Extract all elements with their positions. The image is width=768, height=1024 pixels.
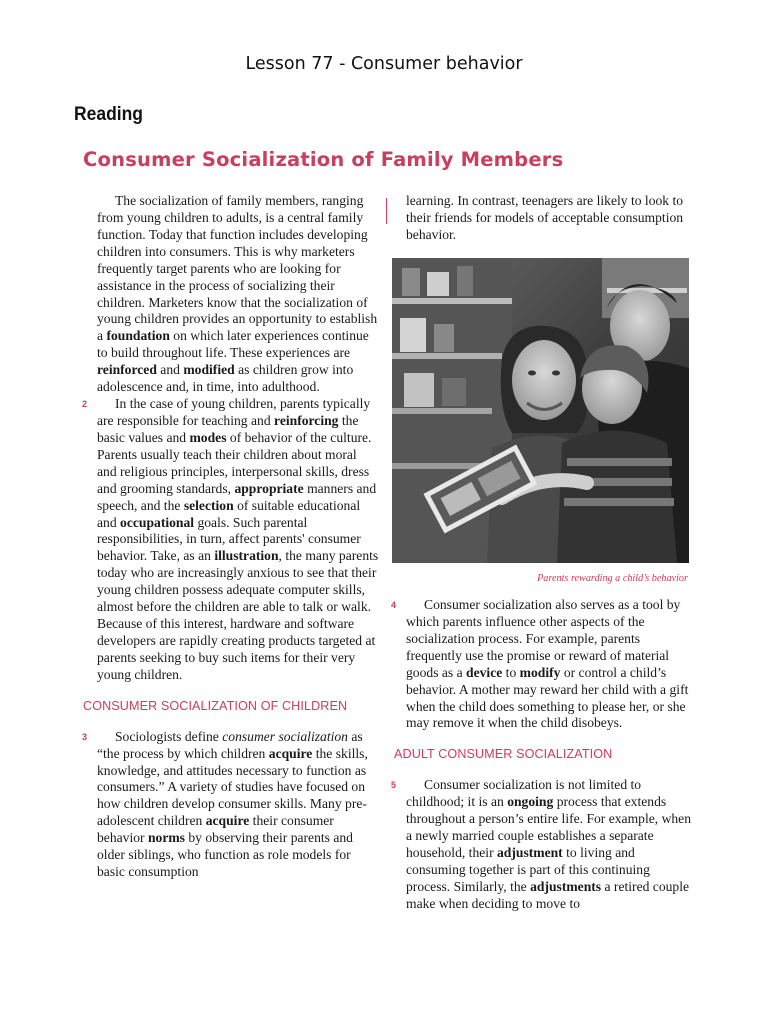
text-run: manners and speech, and the (97, 480, 377, 513)
text-run: Sociologists define (115, 728, 223, 744)
text-run: learning. In contrast, teenagers are likely to look to their friends for models of acceptable consumption behavior. (406, 193, 684, 242)
vocab-term: adjustments (530, 878, 602, 894)
text-run: as children grow into adolescence and, in time, into adulthood. (97, 362, 354, 395)
vocab-term: adjustment (497, 844, 563, 860)
family-shopping-photo (392, 258, 689, 563)
paragraph-4 (391, 597, 692, 732)
paragraph-number: 2 (82, 399, 88, 410)
text-run: and (156, 362, 184, 378)
paragraph-3-text (97, 729, 368, 879)
vocab-term: occupational (120, 514, 195, 530)
text-run: on which later experiences continue to build throughout life. These experiences are (97, 328, 369, 361)
vocab-term: acquire (268, 745, 313, 761)
vocab-term: ongoing (507, 794, 554, 810)
column-divider (386, 198, 387, 224)
photo-caption: Parents rewarding a child’s behavior (537, 573, 688, 584)
text-run: or control a child’s behavior. A mother may reward her child with a gift when the child does something to please her, or she may remove it when the child disobeys. (406, 664, 689, 731)
paragraph-number: 5 (391, 780, 397, 791)
text-run: , the many parents today who are increasingly anxious to see that their young children possess adequate computer skills, almost before the children are able to talk or walk. Because of this interest, hardware and software developers are rapidly creating products targeted at parents seeking to buy such items for their very young children. (97, 548, 379, 682)
text-run: of behavior of the culture. Parents usually teach their children about moral and religious principles, interpersonal skills, dress and grooming standards, (97, 429, 372, 496)
paragraph-1 (97, 193, 379, 396)
left-column (82, 193, 379, 881)
text-run: goals. Such parental responsibilities, in turn, affect parents' consumer behavior. Take, as an (97, 514, 361, 564)
vocab-term: illustration (214, 548, 279, 564)
text-run: as “the process by which children (97, 728, 363, 761)
lesson-title: Lesson 77 - Consumer behavior (245, 54, 523, 74)
right-column (406, 193, 692, 244)
vocab-term: reinforcing (274, 412, 339, 428)
paragraph-2 (82, 396, 379, 684)
paragraph-3 (82, 728, 379, 881)
article-title: Consumer Socialization of Family Members (83, 148, 564, 171)
paragraph-5 (391, 777, 692, 912)
vocab-term: modified (183, 362, 235, 378)
vocab-term: appropriate (234, 480, 304, 496)
italic-term: consumer socialization (222, 728, 348, 744)
text-run: by observing their parents and older siblings, who function as role models for basic consumption (97, 830, 353, 880)
text-run: The socialization of family members, ranging from young children to adults, is a central family function. Today that function includes developing children into consumers. This is why marketers frequently target parents who are looking for assistance in the process of socializing their children. Marketers know that the socialization of young children provides an opportunity to establish a (97, 193, 378, 344)
vocab-term: acquire (205, 813, 250, 829)
text-run: of suitable educational and (97, 497, 361, 530)
text-run: the skills, knowledge, and attitudes necessary to function as consumers.” A variety of studies have focused on how children develop consumer skills. Many pre-adolescent children (97, 745, 368, 829)
paragraph-number: 3 (82, 731, 88, 742)
paragraph-5-text (406, 777, 691, 910)
vocab-term: reinforced (97, 362, 157, 378)
text-run: a retired couple make when deciding to move to (406, 878, 690, 911)
section-heading-children: CONSUMER SOCIALIZATION OF CHILDREN (83, 698, 348, 713)
vocab-term: norms (147, 830, 185, 846)
text-run: Consumer socialization is not limited to childhood; it is an (406, 777, 642, 810)
reading-heading: Reading (74, 104, 143, 125)
vocab-term: modes (189, 429, 227, 445)
text-run: to (502, 664, 520, 680)
section-heading-adult: ADULT CONSUMER SOCIALIZATION (394, 747, 613, 762)
vocab-term: modify (519, 664, 561, 680)
paragraph-3-continued (406, 193, 692, 244)
vocab-term: selection (183, 497, 234, 513)
paragraph-2-text (97, 396, 378, 682)
text-run: their consumer behavior (97, 813, 334, 846)
text-run: Consumer socialization also serves as a tool by which parents influence other aspects of the socialization process. For example, parents frequently use the promise or reward of material goods as a (406, 597, 681, 680)
text-run: In the case of young children, parents typically are responsible for teaching and (97, 396, 371, 428)
text-run: to living and consuming together is part of this continuing process. Similarly, the (406, 844, 650, 894)
text-run: process that extends throughout a person’s entire life. For example, when a newly married couple establishes a separate household, their (406, 794, 692, 860)
right-column-lower (391, 597, 692, 913)
paragraph-4-text (406, 597, 688, 730)
text-run: the basic values and (97, 412, 359, 445)
vocab-term: device (466, 664, 503, 680)
paragraph-number: 4 (391, 600, 397, 610)
vocab-term: foundation (106, 328, 170, 344)
